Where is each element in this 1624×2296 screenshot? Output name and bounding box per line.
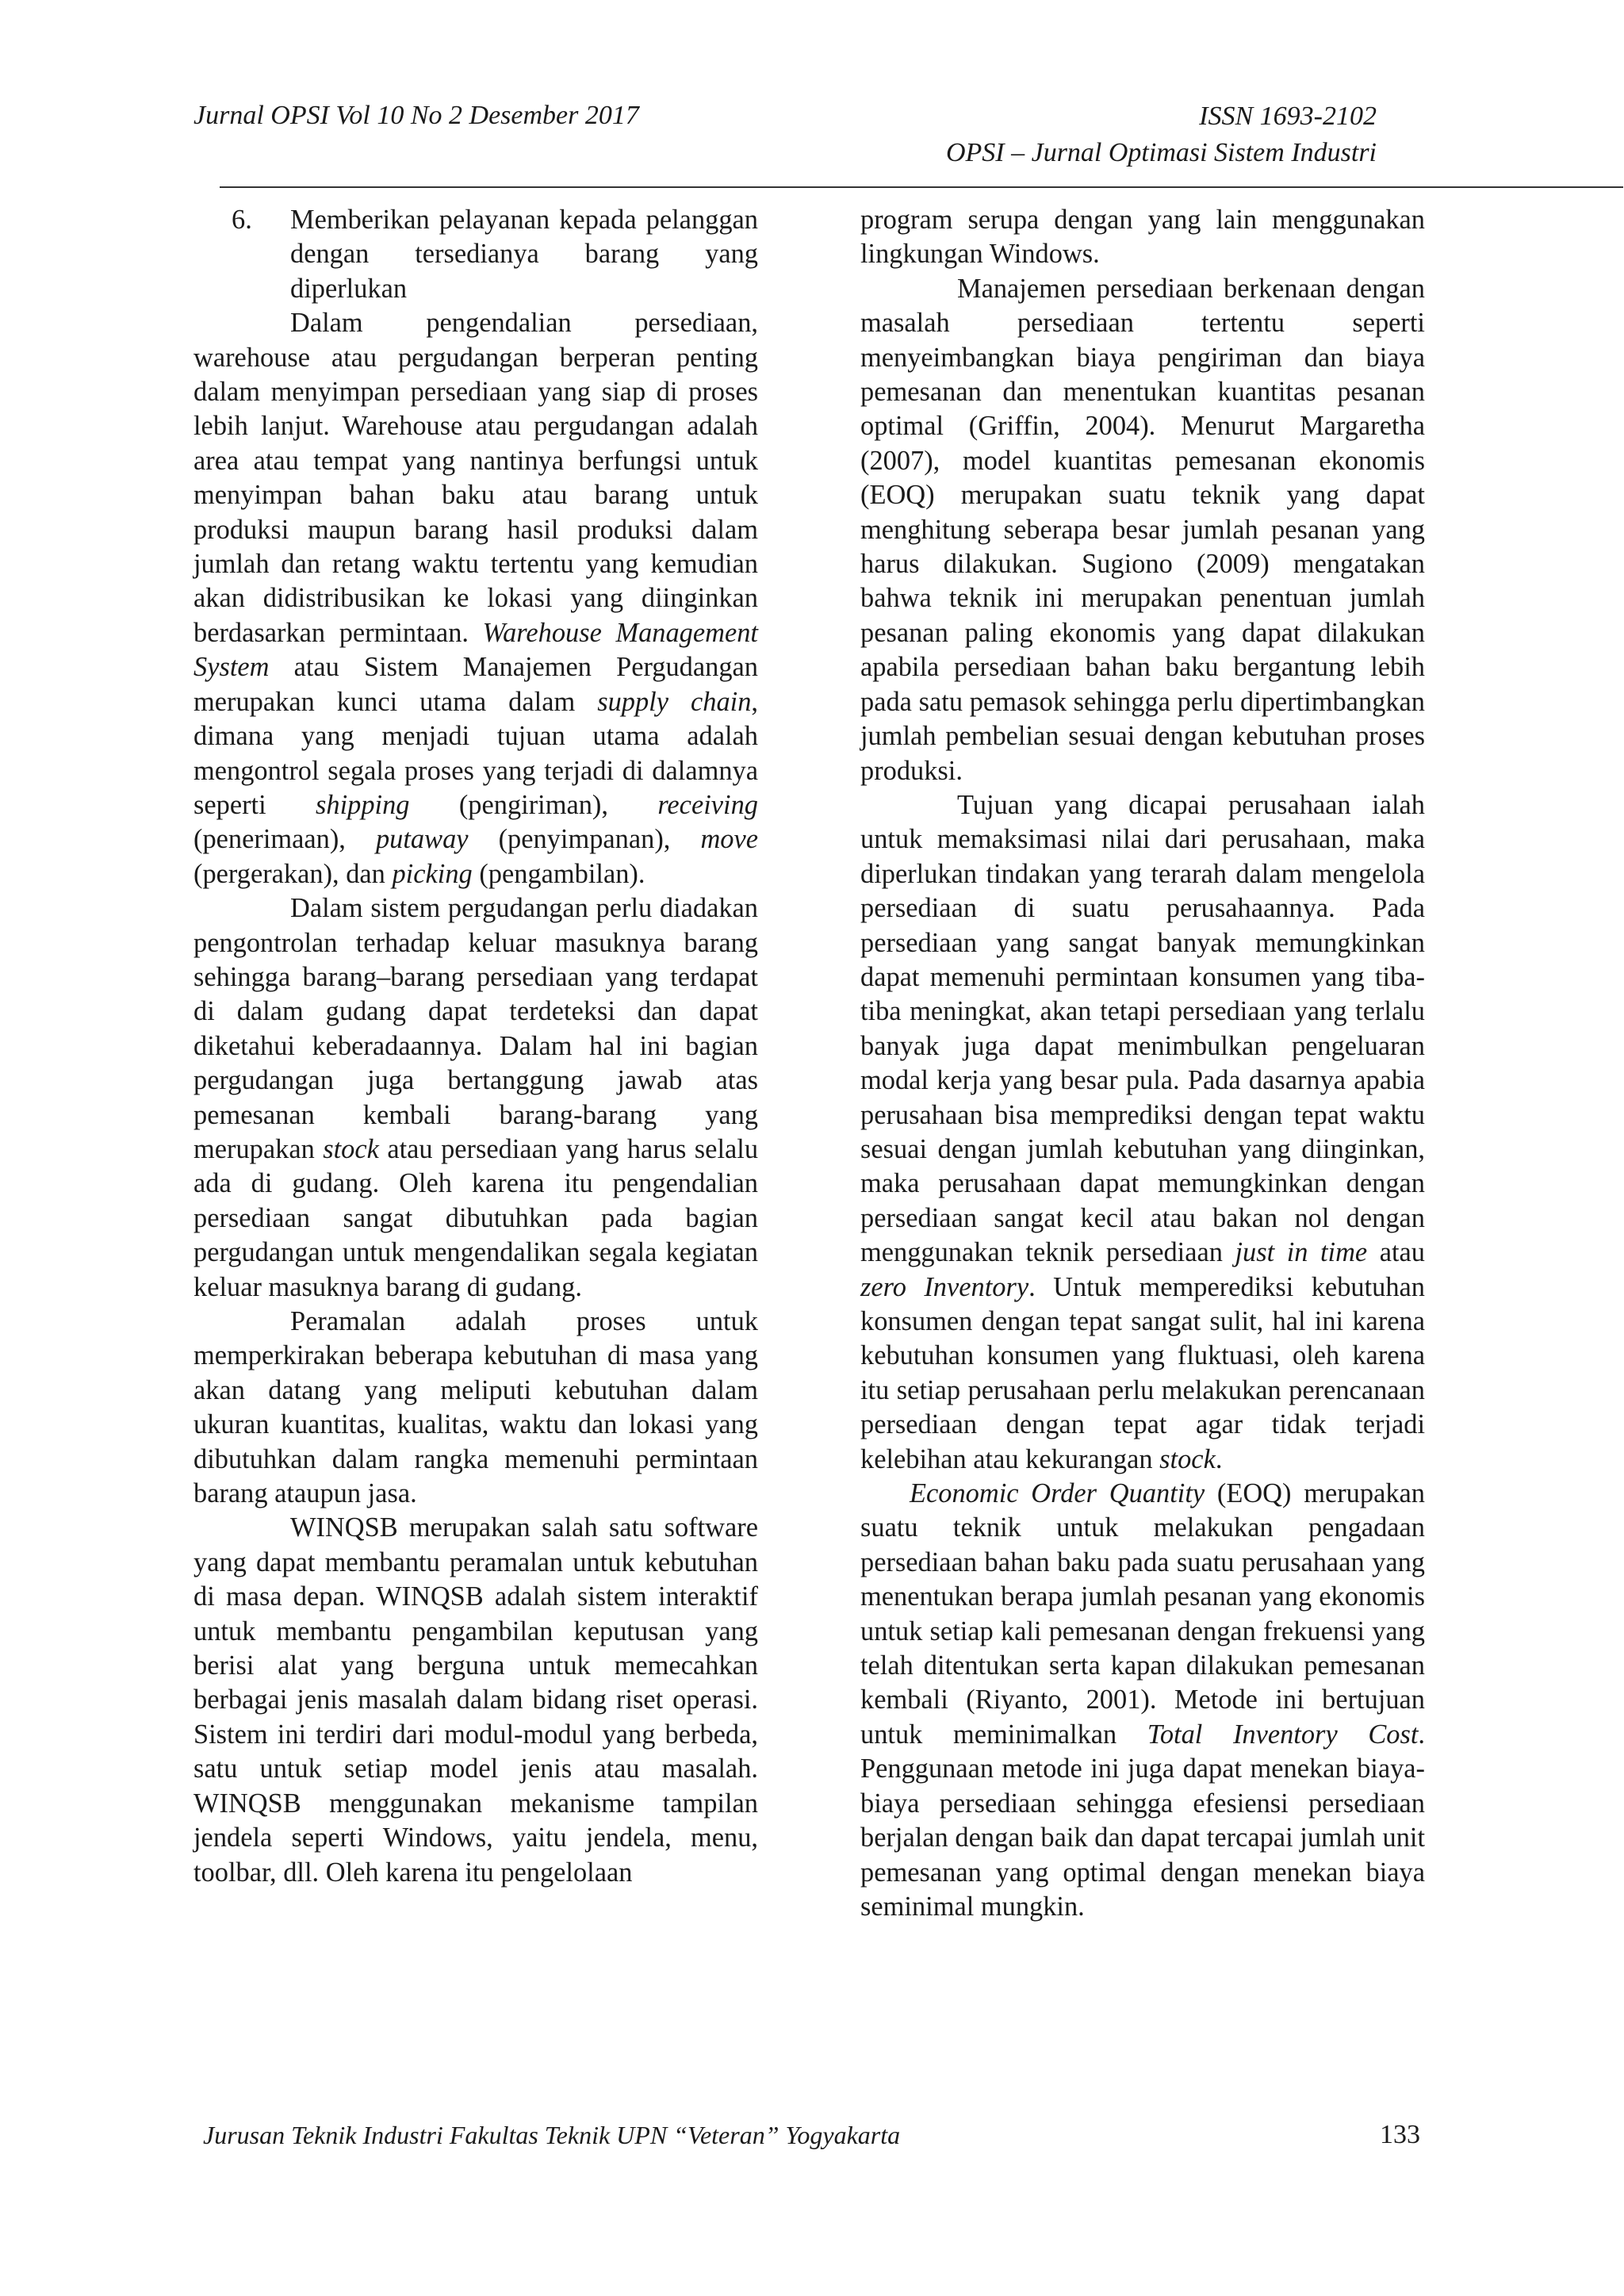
paragraph-manajemen-persediaan: Manajemen persediaan berkenaan dengan masalah persediaan tertentu seperti menyeimbangkan biaya pengiriman dan biaya pemesanan dan menentukan kuantitas pesanan optimal (Griffin, 2004). Menurut Margaretha (2007), model kuantitas pemesanan ekonomis (EOQ) merupakan suatu teknik yang dapat menghitung seberapa besar jumlah pesanan yang harus dilakukan. Sugiono (2009) mengatakan bahwa teknik ini merupakan penentuan jumlah pesanan paling ekonomis yang dapat dilakukan apabila persediaan bahan baku bergantung lebih pada satu pemasok sehingga perlu dipertimbangkan jumlah pembelian sesuai dengan kebutuhan proses produksi. [860,273,1425,786]
left-column [193,203,758,1890]
page-number: 133 [1380,2120,1420,2149]
paragraph-tujuan: Tujuan yang dicapai perusahaan ialah untuk memaksimasi nilai dari perusahaan, maka diperlukan tindakan yang terarah dalam mengelola persediaan di suatu perusahaannya. Pada persediaan yang sangat banyak memungkinkan dapat memenuhi permintaan konsumen yang tiba-tiba meningkat, akan tetapi persediaan yang terlalu banyak juga dapat menimbulkan pengeluaran modal kerja yang besar pula. Pada dasarnya apabia perusahaan bisa memprediksi dengan tepat waktu sesuai dengan jumlah kebutuhan yang diinginkan, maka perusahaan dapat memungkinkan dengan persediaan sangat kecil atau bakan nol dengan menggunakan teknik persediaan just in time atau zero Inventory. Untuk memperediksi kebutuhan konsumen dengan tepat sangat sulit, hal ini karena kebutuhan konsumen yang fluktuasi, oleh karena itu setiap perusahaan perlu melakukan perencanaan persediaan dengan tepat agar tidak terjadi kelebihan atau kekurangan stock. [860,789,1425,1474]
running-header-journal: Jurnal OPSI Vol 10 No 2 Desember 2017 [193,101,639,130]
header-issn: ISSN 1693-2102 [1199,102,1377,131]
paragraph-eoq: Economic Order Quantity (EOQ) merupakan suatu teknik untuk melakukan pengadaan persediaan bahan baku pada suatu perusahaan yang menentukan berapa jumlah pesanan yang ekonomis untuk setiap kali pemesanan dengan frekuensi yang telah ditentukan serta kapan dilakukan pemesanan kembali (Riyanto, 2001). Metode ini bertujuan untuk meminimalkan Total Inventory Cost. Penggunaan metode ini juga dapat menekan biaya-biaya persediaan sehingga efesiensi persediaan berjalan dengan baik dan dapat tercapai jumlah unit pemesanan yang optimal dengan menekan biaya seminimal mungkin. [860,1478,1425,1922]
header-rule [220,186,1623,188]
running-header-right [872,98,1377,171]
paragraph-pergudangan: Dalam sistem pergudangan perlu diadakan pengontrolan terhadap keluar masuknya barang sehingga barang–barang persediaan yang terdapat di dalam gudang dapat terdeteksi dan dapat diketahui keberadaannya. Dalam hal ini bagian pergudangan juga bertanggung jawab atas pemesanan kembali barang-barang yang merupakan stock atau persediaan yang harus selalu ada di gudang. Oleh karena itu pengendalian persediaan sangat dibutuhkan pada bagian pergudangan untuk mengendalikan segala kegiatan keluar masuknya barang di gudang. [193,893,759,1302]
right-column [860,203,1425,1924]
paragraph-peramalan: Peramalan adalah proses untuk memperkirakan beberapa kebutuhan di masa yang akan datang yang meliputi kebutuhan dalam ukuran kuantitas, kualitas, waktu dan lokasi yang dibutuhkan dalam rangka memenuhi permintaan barang ataupun jasa. [193,1306,758,1509]
paragraph-winqsb: WINQSB merupakan salah satu software yang dapat membantu peramalan untuk kebutuhan di masa depan. WINQSB adalah sistem interaktif untuk membantu pengambilan keputusan yang berisi alat yang berguna untuk memecahkan berbagai jenis masalah dalam bidang riset operasi. Sistem ini terdiri dari modul-modul yang berbeda, satu untuk setiap model jenis atau masalah. WINQSB menggunakan mekanisme tampilan jendela seperti Windows, yaitu jendela, menu, toolbar, dll. Oleh karena itu pengelolaan [193,1512,758,1888]
paragraph-warehouse: Dalam pengendalian persediaan, warehouse atau pergudangan berperan penting dalam menyimpan persediaan yang siap di proses lebih lanjut. Warehouse atau pergudangan adalah area atau tempat yang nantinya berfungsi untuk menyimpan bahan baku atau barang untuk produksi maupun barang hasil produksi dalam jumlah dan retang waktu tertentu yang kemudian akan didistribusikan ke lokasi yang diinginkan berdasarkan permintaan. Warehouse Management System atau Sistem Manajemen Pergudangan merupakan kunci utama dalam supply chain, dimana yang menjadi tujuan utama adalah mengontrol segala proses yang terjadi di dalamnya seperti shipping (pengiriman), receiving (penerimaan), putaway (penyimpanan), move (pergerakan), dan picking (pengambilan). [193,308,758,889]
list-item-text: Memberikan pelayanan kepada pelanggan dengan tersedianya barang yang diperlukan [290,205,758,304]
paragraph-continuation: program serupa dengan yang lain menggunakan lingkungan Windows. [860,205,1425,270]
header-journal-full: OPSI – Jurnal Optimasi Sistem Industri [945,138,1377,167]
list-item-number: 6. [232,205,252,235]
list-item-6 [193,203,758,306]
footer-institution: Jurusan Teknik Industri Fakultas Teknik UPN “Veteran” Yogyakarta [203,2121,901,2149]
